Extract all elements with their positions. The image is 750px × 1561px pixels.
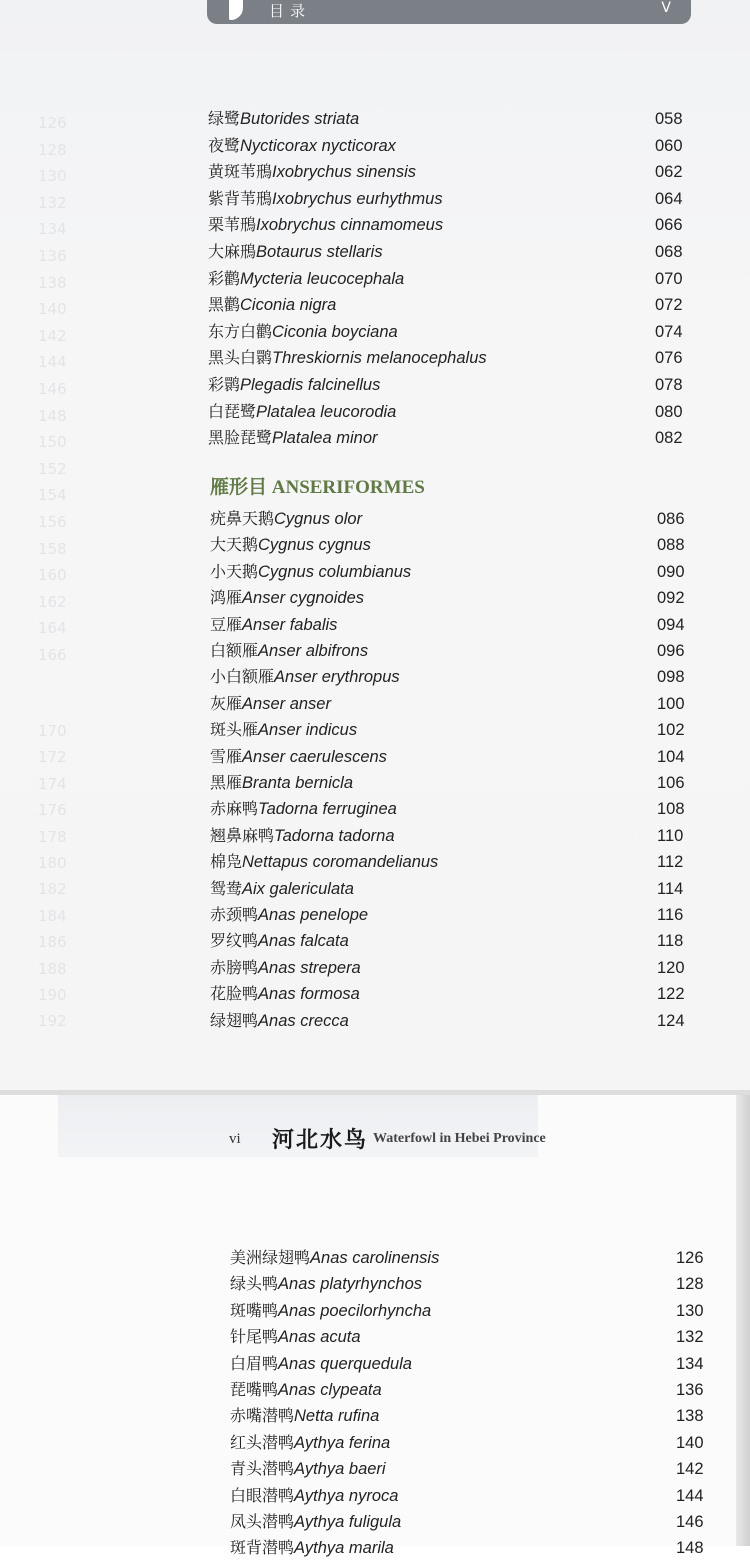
species-latin-name: Anas strepera	[258, 958, 361, 977]
species-latin-name: Anser albifrons	[258, 642, 369, 660]
bleed-through-number: 140	[38, 300, 67, 319]
toc-page-number: 074	[655, 322, 683, 341]
leaf-icon	[229, 0, 243, 20]
toc-page-number: 138	[676, 1407, 704, 1426]
bleed-through-number: 188	[38, 959, 67, 978]
species-chinese-name: 斑背潜鸭	[230, 1538, 295, 1558]
bleed-through-number: 186	[38, 933, 67, 952]
species-chinese-name: 紫背苇鳽	[208, 188, 273, 208]
species-latin-name: Plegadis falcinellus	[240, 376, 381, 394]
species-chinese-name: 针尾鸭	[230, 1327, 279, 1347]
toc-entry	[208, 319, 398, 345]
toc-entry	[230, 1509, 401, 1535]
toc-entry	[208, 133, 396, 159]
species-latin-name: Tadorna ferruginea	[258, 800, 397, 819]
toc-page-number: 096	[657, 642, 685, 660]
toc-entry	[230, 1298, 431, 1324]
toc-entry	[230, 1483, 398, 1509]
bleed-through-number: 174	[38, 774, 67, 793]
toc-page-number: 142	[676, 1460, 704, 1479]
toc-page-number: 148	[676, 1539, 704, 1558]
species-chinese-name: 绿鹭	[208, 109, 241, 128]
toc-page-number: 068	[655, 243, 683, 261]
bleed-through-number: 190	[38, 986, 67, 1004]
species-chinese-name: 豆雁	[210, 614, 243, 634]
species-chinese-name: 疣鼻天鹅	[210, 509, 275, 528]
species-latin-name: Ixobrychus eurhythmus	[272, 189, 443, 208]
bleed-through-number: 180	[38, 854, 67, 872]
toc-page-number: 140	[676, 1433, 704, 1452]
species-latin-name: Aythya fuligula	[294, 1513, 402, 1531]
species-chinese-name: 黄斑苇鳽	[208, 162, 273, 182]
species-latin-name: Nettapus coromandelianus	[242, 853, 439, 872]
species-latin-name: Platalea minor	[272, 429, 378, 448]
species-chinese-name: 小白额雁	[210, 667, 275, 687]
species-latin-name: Anas clypeata	[278, 1381, 382, 1399]
bleed-through-number: 162	[38, 592, 67, 611]
species-chinese-name: 白额雁	[210, 641, 259, 660]
species-latin-name: Ciconia nigra	[240, 296, 337, 315]
toc-page-number: 080	[655, 402, 683, 421]
species-latin-name: Anas crecca	[258, 1011, 349, 1030]
toc-entry	[210, 876, 354, 902]
toc-page-number: 070	[655, 269, 683, 288]
species-chinese-name: 彩鹮	[208, 375, 241, 394]
species-latin-name: Cygnus columbianus	[258, 562, 412, 581]
species-chinese-name: 黑头白鹮	[208, 348, 273, 368]
toc-entry	[210, 796, 397, 822]
bleed-through-number: 166	[38, 646, 67, 664]
toc-entry	[208, 239, 383, 265]
species-chinese-name: 白眉鸭	[230, 1353, 279, 1373]
species-latin-name: Anser fabalis	[242, 615, 338, 634]
header-page-number: V	[661, 0, 671, 16]
toc-page-number: 060	[655, 136, 683, 155]
bleed-through-number: 142	[38, 326, 67, 345]
toc-page-number: 092	[657, 589, 685, 608]
toc-entry	[210, 849, 438, 875]
toc-entry	[208, 212, 443, 238]
toc-page-number: 128	[676, 1275, 704, 1294]
species-chinese-name: 小天鹅	[210, 561, 259, 581]
book-title-calligraphy: 河北水鸟	[272, 1127, 369, 1153]
species-latin-name: Anas querquedula	[278, 1354, 412, 1373]
species-chinese-name: 黑鹳	[208, 295, 241, 315]
species-chinese-name: 赤颈鸭	[210, 905, 259, 924]
species-latin-name: Ixobrychus sinensis	[272, 163, 416, 182]
bleed-through-number: 144	[38, 353, 67, 372]
species-chinese-name: 鸿雁	[210, 588, 243, 608]
species-chinese-name: 黑雁	[210, 773, 243, 792]
toc-entry	[208, 345, 487, 371]
species-latin-name: Anas platyrhynchos	[278, 1275, 423, 1294]
species-latin-name: Anas formosa	[258, 985, 360, 1004]
species-chinese-name: 赤膀鸭	[210, 957, 259, 977]
toc-entry	[230, 1324, 361, 1350]
toc-entry	[210, 559, 411, 585]
toc-entry	[208, 159, 416, 185]
bleed-through-number: 178	[38, 827, 67, 846]
species-latin-name: Cygnus cygnus	[258, 536, 371, 555]
toc-entry	[210, 928, 349, 954]
toc-entry	[208, 186, 443, 212]
species-chinese-name: 彩鹳	[208, 268, 241, 288]
toc-entry	[208, 266, 404, 292]
toc-entry	[210, 664, 400, 690]
contents-header-bar	[207, 0, 691, 24]
species-chinese-name: 赤麻鸭	[210, 799, 259, 819]
toc-entry	[230, 1351, 412, 1377]
toc-entry	[230, 1377, 382, 1403]
species-chinese-name: 凤头潜鸭	[230, 1512, 295, 1531]
toc-page-number: 106	[657, 774, 685, 792]
toc-page-number: 110	[657, 826, 684, 845]
species-chinese-name: 翘鼻麻鸭	[210, 825, 275, 845]
bleed-through-number: 138	[38, 273, 67, 292]
species-latin-name: Cygnus olor	[274, 510, 363, 528]
species-latin-name: Anser cygnoides	[242, 589, 365, 608]
bottom-page	[0, 1095, 750, 1558]
toc-entry	[210, 981, 360, 1007]
book-title-english: Waterfowl in Hebei Province	[373, 1131, 546, 1146]
species-chinese-name: 白琵鹭	[208, 401, 257, 421]
species-chinese-name: 雪雁	[210, 746, 243, 766]
species-latin-name: Branta bernicla	[242, 774, 353, 792]
toc-page-number: 116	[657, 906, 684, 924]
toc-page-number: 132	[676, 1328, 704, 1347]
toc-page-number: 120	[657, 958, 685, 977]
species-latin-name: Aythya ferina	[294, 1433, 391, 1452]
toc-page-number: 062	[655, 163, 683, 182]
toc-page-number: 126	[676, 1249, 704, 1267]
toc-entry	[210, 612, 337, 638]
toc-page-number: 134	[676, 1354, 704, 1373]
toc-entry	[208, 425, 378, 451]
bleed-through-number: 172	[38, 748, 67, 767]
toc-page-number: 086	[657, 510, 685, 528]
species-chinese-name: 栗苇鳽	[208, 215, 257, 235]
toc-page-number: 102	[657, 721, 685, 740]
bleed-through-number: 160	[38, 566, 67, 585]
toc-entry	[230, 1456, 386, 1482]
species-chinese-name: 大天鹅	[210, 535, 259, 555]
toc-page-number: 124	[657, 1011, 685, 1030]
species-chinese-name: 绿头鸭	[230, 1274, 279, 1294]
bleed-through-number: 126	[38, 114, 67, 132]
species-chinese-name: 美洲绿翅鸭	[230, 1248, 311, 1267]
species-latin-name: Ciconia boyciana	[272, 322, 398, 341]
bleed-through-number: 182	[38, 880, 67, 899]
toc-entry	[230, 1535, 394, 1561]
species-latin-name: Anas poecilorhyncha	[278, 1301, 432, 1320]
toc-page-number: 114	[657, 879, 684, 898]
species-latin-name: Tadorna tadorna	[274, 826, 395, 845]
species-latin-name: Anas falcata	[258, 932, 349, 951]
species-latin-name: Anser anser	[242, 694, 331, 713]
toc-page-number: 058	[655, 110, 683, 128]
toc-entry	[210, 532, 371, 558]
bleed-through-number: 184	[38, 906, 67, 925]
toc-entry	[230, 1271, 422, 1297]
bleed-through-number: 132	[38, 193, 67, 212]
species-latin-name: Aix galericulata	[242, 879, 354, 898]
toc-entry	[230, 1430, 390, 1456]
bleed-through-number: 176	[38, 801, 67, 820]
toc-page-number: 122	[657, 985, 685, 1004]
bleed-through-number: 128	[38, 140, 67, 159]
toc-page-number: 144	[676, 1486, 704, 1505]
bleed-through-number: 130	[38, 167, 67, 186]
toc-page-number: 136	[676, 1381, 704, 1399]
species-chinese-name: 黑脸琵鹭	[208, 428, 273, 448]
species-chinese-name: 红头潜鸭	[230, 1432, 295, 1452]
species-latin-name: Anser indicus	[258, 721, 358, 740]
toc-page-number: 064	[655, 189, 683, 208]
toc-entry	[210, 638, 368, 664]
toc-entry	[210, 823, 395, 849]
toc-page-number: 108	[657, 800, 685, 819]
bleed-through-number: 156	[38, 513, 67, 531]
toc-entry	[230, 1245, 439, 1271]
species-chinese-name: 东方白鹳	[208, 321, 273, 341]
species-chinese-name: 赤嘴潜鸭	[230, 1406, 295, 1426]
toc-entry	[210, 506, 362, 532]
toc-page-number: 130	[676, 1301, 704, 1320]
species-latin-name: Anas acuta	[278, 1328, 361, 1347]
toc-entry	[210, 1008, 349, 1034]
species-latin-name: Ixobrychus cinnamomeus	[256, 216, 444, 235]
bleed-through-number: 136	[38, 247, 67, 265]
toc-entry	[210, 585, 364, 611]
toc-entry	[208, 106, 359, 132]
species-latin-name: Aythya marila	[294, 1539, 394, 1558]
toc-entry	[210, 955, 361, 981]
toc-page-number: 094	[657, 615, 685, 634]
species-latin-name: Butorides striata	[240, 110, 360, 128]
bleed-through-number: 170	[38, 722, 67, 740]
toc-entry	[208, 372, 380, 398]
toc-entry	[208, 399, 396, 425]
toc-entry	[210, 902, 368, 928]
species-latin-name: Netta rufina	[294, 1407, 380, 1426]
toc-page-number: 066	[655, 216, 683, 235]
bleed-through-number: 150	[38, 433, 67, 452]
toc-entry	[210, 770, 353, 796]
species-latin-name: Anas carolinensis	[310, 1249, 440, 1267]
roman-page-number: vi	[229, 1131, 241, 1147]
toc-page-number: 104	[657, 747, 685, 766]
bleed-through-number: 154	[38, 486, 67, 505]
species-latin-name: Mycteria leucocephala	[240, 269, 405, 288]
bleed-through-number: 164	[38, 619, 67, 638]
toc-page-number: 078	[655, 376, 683, 394]
species-chinese-name: 夜鹭	[208, 135, 241, 155]
bleed-through-number: 152	[38, 459, 67, 478]
species-chinese-name: 斑嘴鸭	[230, 1300, 279, 1320]
toc-page-number: 100	[657, 694, 685, 713]
bleed-through-number: 148	[38, 406, 67, 425]
species-chinese-name: 白眼潜鸭	[230, 1485, 295, 1505]
section-heading-anseriformes: 雁形目 ANSERIFORMES	[210, 477, 425, 498]
species-chinese-name: 绿翅鸭	[210, 1010, 259, 1030]
species-chinese-name: 大麻鳽	[208, 242, 257, 261]
bleed-through-number: 192	[38, 1012, 67, 1031]
species-chinese-name: 斑头雁	[210, 720, 259, 740]
bleed-through-number: 134	[38, 220, 67, 239]
toc-entry	[210, 744, 387, 770]
toc-page-number: 072	[655, 296, 683, 315]
bleed-through-number: 146	[38, 380, 67, 398]
species-chinese-name: 罗纹鸭	[210, 931, 259, 951]
contents-title: 目录	[269, 2, 312, 20]
species-latin-name: Botaurus stellaris	[256, 243, 383, 261]
species-chinese-name: 青头潜鸭	[230, 1459, 295, 1479]
species-latin-name: Anser erythropus	[274, 668, 400, 687]
toc-page-number: 076	[655, 349, 683, 368]
toc-page-number: 118	[657, 932, 684, 951]
species-latin-name: Nycticorax nycticorax	[240, 136, 396, 155]
toc-page-number: 090	[657, 562, 685, 581]
toc-page-number: 112	[657, 853, 684, 872]
species-latin-name: Threskiornis melanocephalus	[272, 349, 487, 368]
species-latin-name: Aythya nyroca	[294, 1486, 399, 1505]
toc-page-number: 082	[655, 429, 683, 448]
bleed-through-number: 158	[38, 539, 67, 558]
toc-entry	[208, 292, 336, 318]
species-chinese-name: 鸳鸯	[210, 878, 243, 898]
toc-page-number: 098	[657, 668, 685, 687]
species-latin-name: Platalea leucorodia	[256, 402, 397, 421]
species-latin-name: Aythya baeri	[294, 1460, 386, 1479]
toc-entry	[210, 717, 357, 743]
species-chinese-name: 琵嘴鸭	[230, 1380, 279, 1399]
toc-page-number: 146	[676, 1513, 704, 1531]
toc-page-number: 088	[657, 536, 685, 555]
species-latin-name: Anas penelope	[258, 906, 369, 924]
species-chinese-name: 灰雁	[210, 693, 243, 713]
toc-entry	[230, 1403, 379, 1429]
species-chinese-name: 花脸鸭	[210, 984, 259, 1004]
species-latin-name: Anser caerulescens	[242, 747, 387, 766]
species-chinese-name: 棉凫	[210, 852, 243, 872]
toc-entry	[210, 691, 331, 717]
